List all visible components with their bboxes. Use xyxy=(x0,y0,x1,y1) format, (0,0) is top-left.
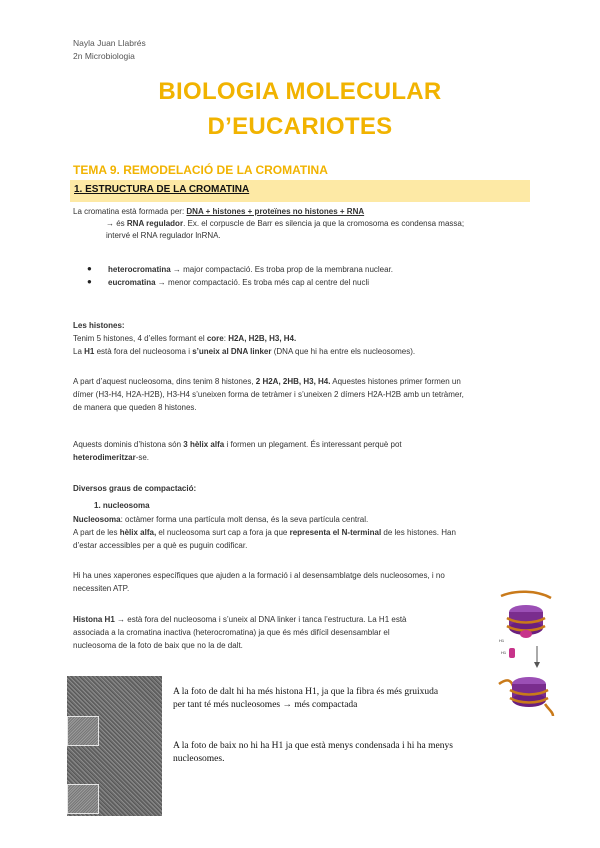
text-span: A part d’aquest nucleosoma, dins tenim 8 histones, xyxy=(73,377,256,386)
section-heading-bar xyxy=(70,180,530,202)
free-h1 xyxy=(509,648,515,658)
text-span: Aquests dominis d’histona són xyxy=(73,440,184,449)
text-h1: H1 xyxy=(84,347,95,356)
intro-rna-line xyxy=(106,218,536,230)
note-line: per tant té més nucleosomes → més compactada xyxy=(173,700,358,710)
text-span: La xyxy=(73,347,85,356)
graus-heading: Diversos graus de compactació: xyxy=(73,484,197,493)
note-line: A la foto de dalt hi ha més histona H1, ja que la fibra és més gruixuda xyxy=(173,687,439,697)
histona-h1-line1 xyxy=(73,614,493,626)
dna-strand xyxy=(545,704,553,716)
text-core: core xyxy=(206,334,224,343)
text-span: de les histones. Han xyxy=(381,528,456,537)
bullet-rest: → major compactació. Es troba prop de la membrana nuclear. xyxy=(170,265,394,274)
h1-label-free: H1 xyxy=(501,650,507,655)
author-block xyxy=(73,37,146,63)
micrograph-inset-bottom xyxy=(67,784,99,814)
section-heading: 1. ESTRUCTURA DE LA CROMATINA xyxy=(74,184,250,195)
intro-rest: . Ex. el corpuscle de Barr es silencia ja que la cromosoma es condensa massa; xyxy=(183,219,465,228)
histones-heading: Les histones: xyxy=(73,321,125,330)
histones-p3-line1 xyxy=(73,439,533,451)
graus-nucleosoma-line xyxy=(73,514,533,526)
intro-rna: RNA regulador xyxy=(126,219,184,228)
note-photo-top xyxy=(173,686,533,712)
histona-h1-line3: nucleosoma de la foto de baix que no la de dalt. xyxy=(73,641,243,650)
text-span: Aquestes histones primer formen un xyxy=(330,377,461,386)
histones-line2 xyxy=(73,346,533,358)
xaperones-line1: Hi ha unes xaperones específiques que ajuden a la formació i al desensamblatge dels nucleosomes, i no xyxy=(73,571,445,580)
bullet-term: heterocromatina xyxy=(108,265,171,274)
course-name: 2n Microbiologia xyxy=(73,51,135,61)
histones-line1 xyxy=(73,333,533,345)
micrograph-inset-top xyxy=(67,716,99,746)
bullet-dot: ● xyxy=(87,277,92,286)
text-bold: Nucleosoma xyxy=(73,515,121,524)
tema-heading: TEMA 9. REMODELACIÓ DE LA CROMATINA xyxy=(73,163,328,177)
intro-arrow: → és xyxy=(106,219,127,228)
text-bold: 2 H2A, 2HB, H3, H4. xyxy=(255,377,331,386)
text-linker: s’uneix al DNA linker xyxy=(192,347,272,356)
text-span: el nucleosoma surt cap a fora ja que xyxy=(156,528,290,537)
text-span: : xyxy=(223,334,229,343)
text-span: -se. xyxy=(135,453,150,462)
text-span: està fora del nucleosoma i xyxy=(94,347,193,356)
text-histone-list: H2A, H2B, H3, H4. xyxy=(228,334,297,343)
bullet-dot: ● xyxy=(87,264,92,273)
histona-h1-line2: associada a la cromatina inactiva (heterocromatina) ja que és més difícil desensamblar el xyxy=(73,628,390,637)
h1-label-top: H1 xyxy=(499,638,505,643)
histones-p2-line1 xyxy=(73,376,533,388)
intro-pre: La cromatina està formada per: xyxy=(73,207,187,216)
text-bold: representa el N-terminal xyxy=(289,528,382,537)
histones-p3-line2 xyxy=(73,452,533,464)
bullet-eucromatina xyxy=(108,277,528,289)
graus-line2 xyxy=(73,527,538,539)
text-bold: hèlix alfa, xyxy=(119,528,157,537)
arrow-head xyxy=(534,662,540,668)
note-line: nucleosomes. xyxy=(173,754,225,764)
intro-line xyxy=(73,206,533,218)
bullet-rest: → menor compactació. Es troba més cap al centre del nucli xyxy=(155,278,370,287)
text-span: (DNA que hi ha entre els nucleosomes). xyxy=(271,347,416,356)
document-title-line2: D’EUCARIOTES xyxy=(207,113,393,140)
histones-p2-line2: dímer (H3-H4, H2A-H2B), H3-H4 s’uneixen forma de tetràmer i s’uneixen 2 dímers H2A-H2B amb un tetràmer, xyxy=(73,390,464,399)
text-span: : octàmer forma una partícula molt densa, és la seva partícula central. xyxy=(120,515,369,524)
text-span: A part de les xyxy=(73,528,120,537)
dna-strand xyxy=(501,592,551,598)
h1-histone xyxy=(520,630,532,638)
note-line: A la foto de baix no hi ha H1 ja que està menys condensada i hi ha menys xyxy=(173,741,453,751)
bullet-term: eucromatina xyxy=(108,278,156,287)
text-span: Tenim 5 histones, 4 d’elles formant el xyxy=(73,334,207,343)
chromatin-micrograph xyxy=(67,676,162,816)
author-name: Nayla Juan Llabrés xyxy=(73,38,146,48)
intro-formula: DNA + histones + proteïnes no histones + RNA xyxy=(186,207,365,216)
text-span: està fora del nucleosoma i s’uneix al DNA linker i tanca l’estructura. La H1 està xyxy=(125,615,407,624)
text-span: i formen un plegament. És interessant perquè pot xyxy=(224,440,402,449)
histones-p2-line3: de manera que queden 8 histones. xyxy=(73,403,197,412)
intro-line2: intervé el RNA regulador lnRNA. xyxy=(106,231,221,240)
graus-line3: d’estar accessibles per a què es puguin codificar. xyxy=(73,541,248,550)
text-bold: Histona H1 → xyxy=(73,615,126,624)
text-bold: 3 hèlix alfa xyxy=(183,440,225,449)
note-photo-bottom xyxy=(173,740,533,766)
graus-item1: 1. nucleosoma xyxy=(94,501,150,510)
bullet-heterocromatina xyxy=(108,264,528,276)
xaperones-line2: necessiten ATP. xyxy=(73,584,130,593)
text-bold: heterodimeritzar xyxy=(73,453,136,462)
document-title-line1: BIOLOGIA MOLECULAR xyxy=(158,78,442,105)
